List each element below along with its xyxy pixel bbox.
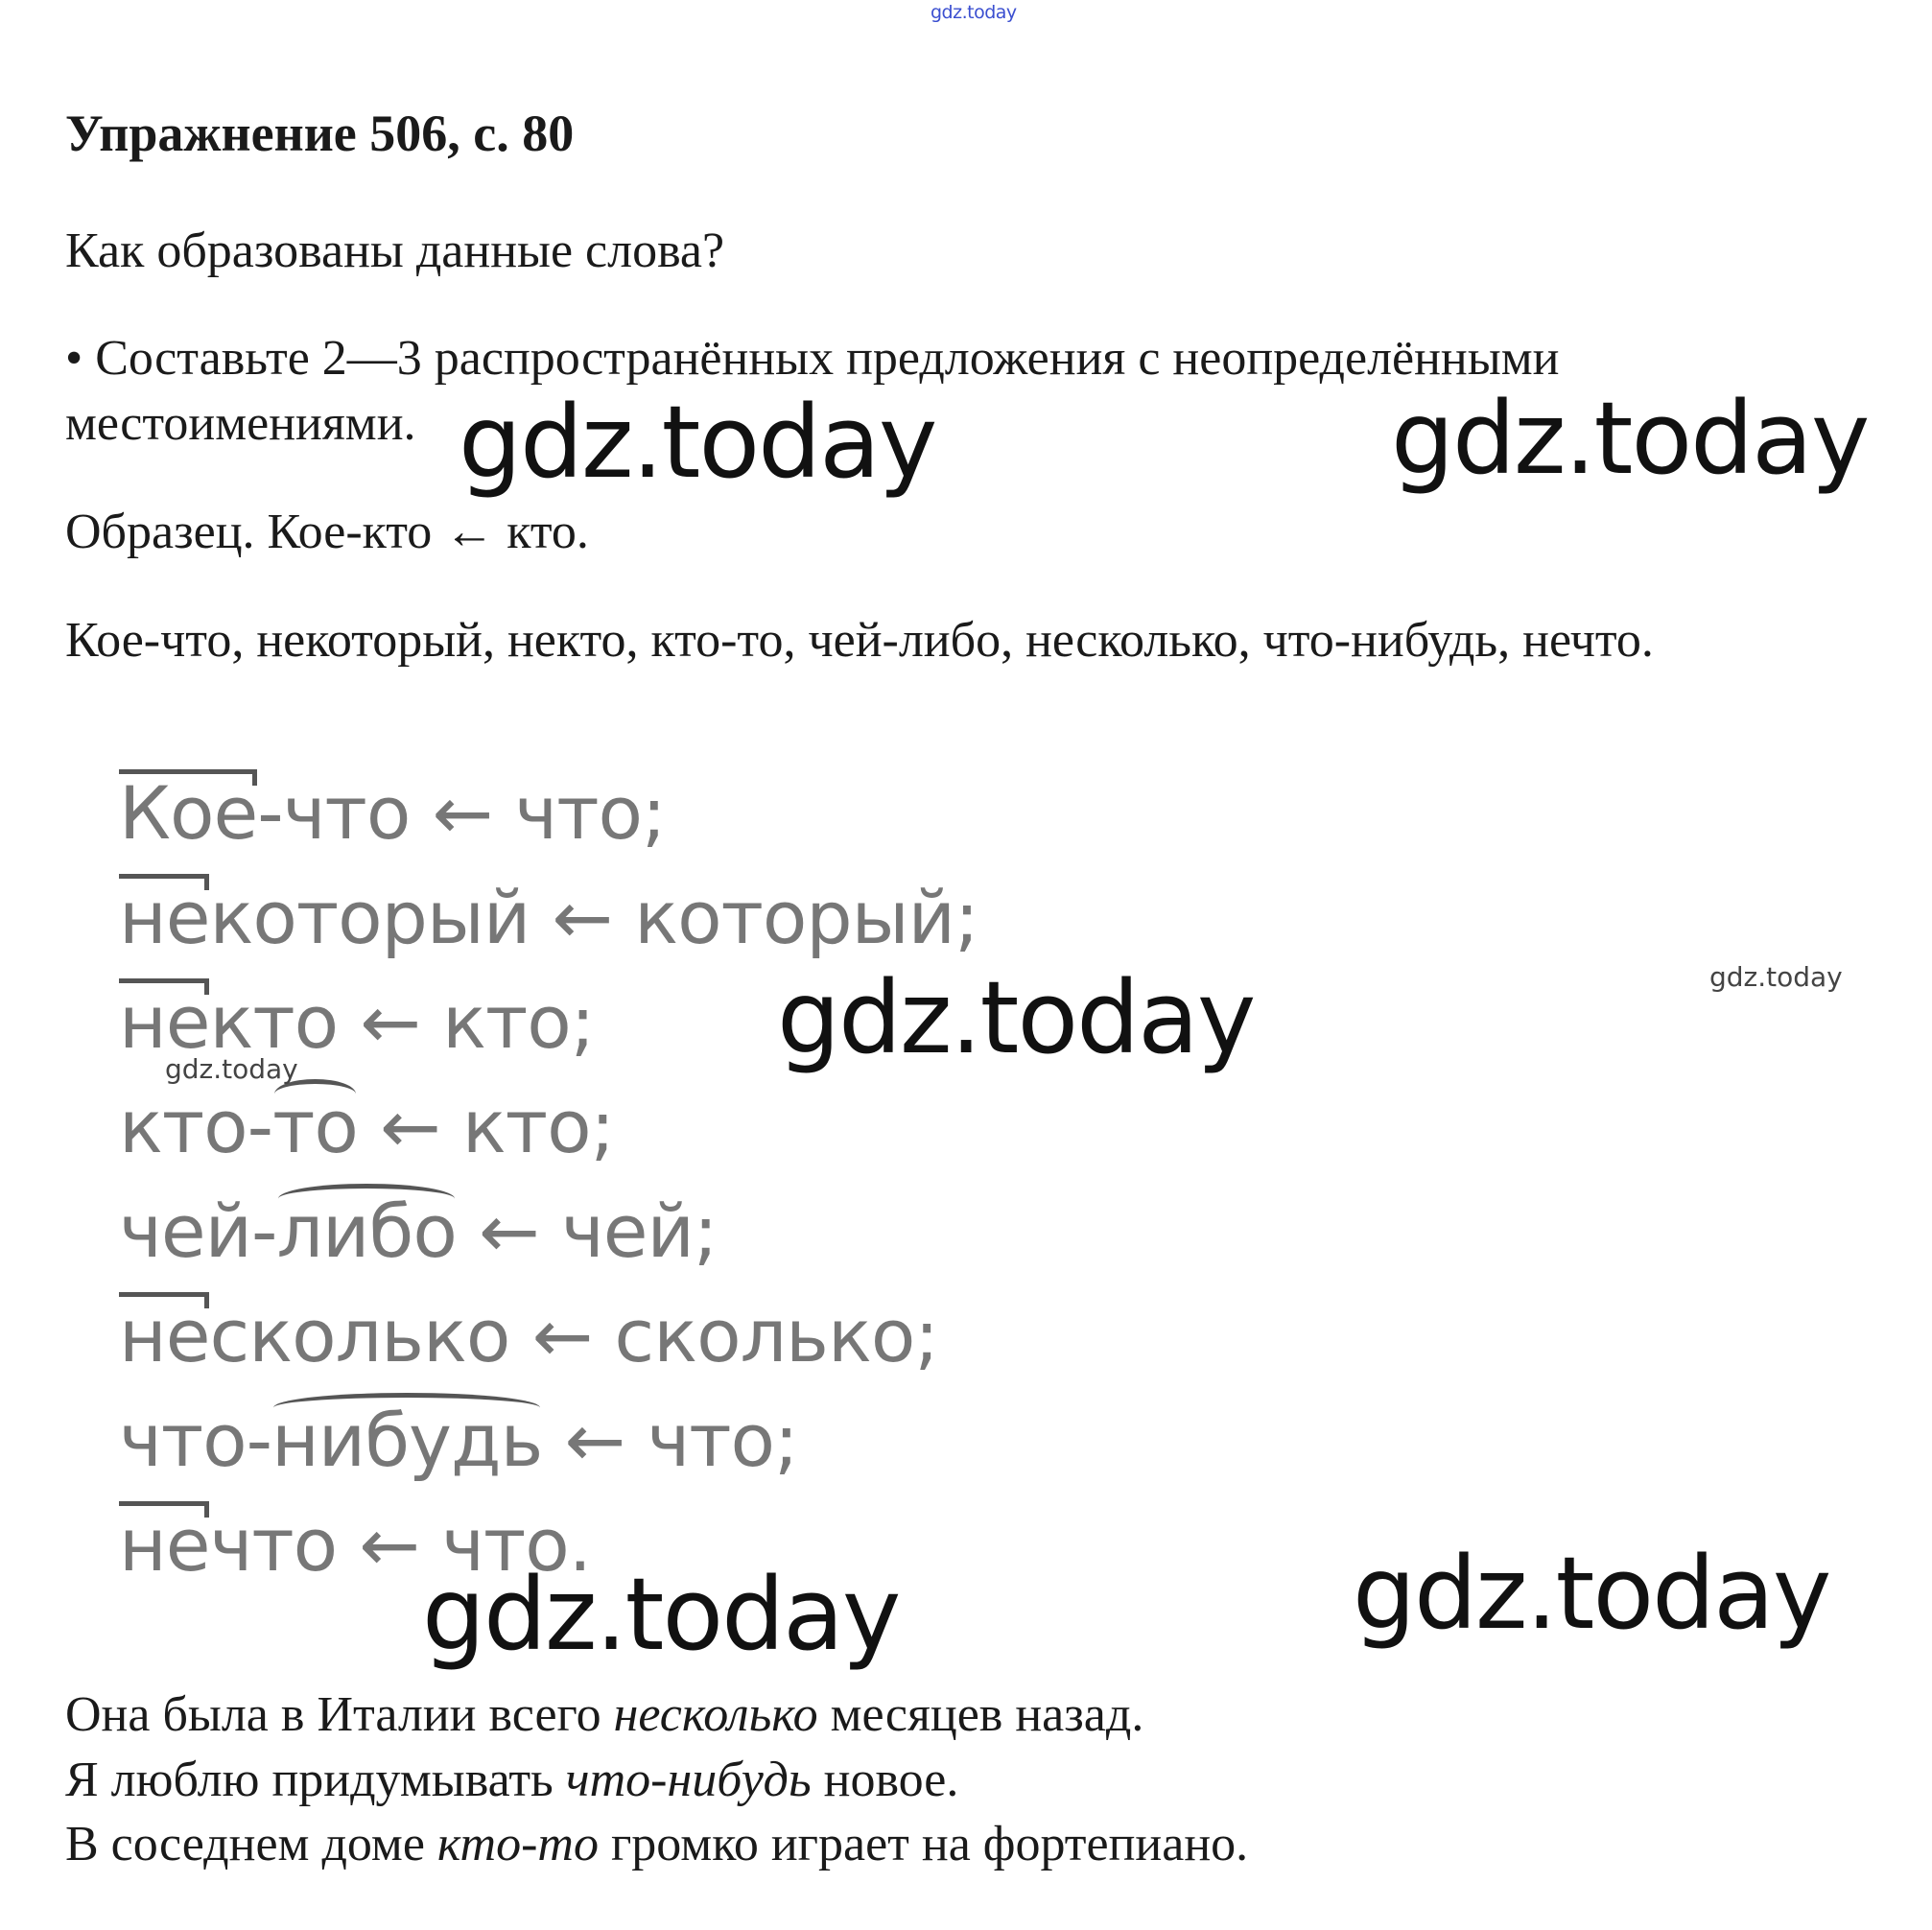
- derivation-line: [119, 765, 978, 870]
- sentence-text: В соседнем доме: [65, 1817, 437, 1871]
- watermark-top: gdz.today: [931, 2, 1017, 23]
- sample-text: Образец. Кое-кто ← кто.: [65, 505, 589, 559]
- derivation-rest: что ← что.: [209, 1502, 591, 1588]
- derivation-rest: кто ← кто;: [209, 979, 595, 1065]
- sentence-text: громко играет на фортепиано.: [598, 1817, 1249, 1871]
- derivation-rest: ← что;: [542, 1398, 798, 1483]
- pronoun-highlight: кто-то: [436, 1817, 599, 1871]
- task-text-line-1: • Составьте 2—3 распространённых предложения с неопределёнными: [65, 331, 1560, 386]
- suffix-marked: либо: [276, 1184, 456, 1280]
- derivation-list: [119, 765, 978, 1602]
- prefix-marked: не: [119, 1497, 209, 1593]
- derivation-stem: что-: [119, 1398, 272, 1483]
- derivation-line: [119, 1288, 978, 1393]
- prefix-marked: Кое: [119, 765, 257, 861]
- watermark: gdz.today: [777, 959, 1255, 1076]
- sentence-text: Я люблю придумывать: [65, 1753, 566, 1807]
- prefix-marked: не: [119, 870, 209, 966]
- word-list: Кое-что, некоторый, некто, кто-то, чей-либо, несколько, что-нибудь, нечто.: [65, 613, 1654, 668]
- sentence-text: месяцев назад.: [817, 1687, 1144, 1742]
- sentence-text: новое.: [811, 1753, 959, 1807]
- example-sentence: [65, 1816, 1248, 1872]
- derivation-rest: сколько ← сколько;: [209, 1293, 938, 1378]
- derivation-rest: который ← который;: [209, 875, 978, 960]
- example-sentence: [65, 1752, 958, 1808]
- derivation-stem: чей-: [119, 1189, 277, 1274]
- exercise-title: Упражнение 506, с. 80: [65, 105, 575, 162]
- question-text: Как образованы данные слова?: [65, 224, 725, 278]
- sentence-text: Она была в Италии всего: [65, 1687, 614, 1742]
- watermark-small: gdz.today: [1709, 961, 1843, 993]
- derivation-rest: ← кто;: [357, 1084, 615, 1169]
- prefix-marked: не: [119, 975, 209, 1071]
- suffix-marked: то: [272, 1079, 358, 1175]
- pronoun-highlight: несколько: [613, 1687, 818, 1742]
- derivation-line: [119, 1079, 978, 1184]
- derivation-line: [119, 1184, 978, 1288]
- derivation-rest: -что ← что;: [257, 770, 666, 856]
- derivation-stem: кто-: [119, 1084, 273, 1169]
- pronoun-highlight: что-нибудь: [565, 1753, 812, 1807]
- watermark-small: gdz.today: [165, 1053, 298, 1085]
- watermark: gdz.today: [1391, 380, 1869, 497]
- suffix-marked: нибудь: [271, 1393, 542, 1489]
- task-text-line-2: местоимениями.: [65, 396, 416, 451]
- watermark: gdz.today: [422, 1556, 900, 1673]
- derivation-line: [119, 1393, 978, 1497]
- prefix-marked: не: [119, 1288, 209, 1384]
- watermark: gdz.today: [459, 384, 936, 501]
- watermark: gdz.today: [1353, 1535, 1830, 1652]
- example-sentence: [65, 1686, 1143, 1743]
- derivation-rest: ← чей;: [456, 1189, 718, 1274]
